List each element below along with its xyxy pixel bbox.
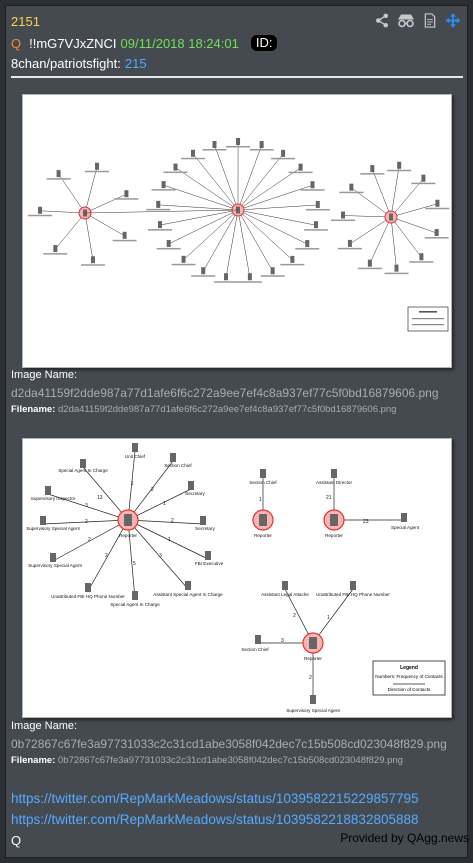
edge-count: 13 xyxy=(97,495,103,501)
edge-count: 2 xyxy=(151,487,154,493)
node-label-mark xyxy=(306,209,330,211)
id-badge: ID: xyxy=(251,35,278,51)
person-node xyxy=(305,240,309,247)
node-label-mark xyxy=(261,275,285,277)
node-label-mark xyxy=(411,183,435,185)
image-name-2: 0b72867c67fe3a97731033c2c31cd1abe3058f042dec7c15b508cd023048f829.png xyxy=(11,737,447,751)
edge-count: 3 xyxy=(159,553,162,559)
tweet-link-2[interactable]: https://twitter.com/RepMarkMeadows/status/1039582218832805888 xyxy=(11,812,419,827)
edge-count: 1 xyxy=(327,615,330,621)
legend-numbers: Numbers: Frequency of Contacts xyxy=(375,674,443,679)
person-node xyxy=(95,163,99,170)
person-node xyxy=(123,232,127,239)
edge-count: 3 xyxy=(281,638,284,644)
node-label-mark xyxy=(425,208,449,210)
person-node xyxy=(91,256,95,263)
person-node xyxy=(316,201,320,208)
node-label: Assistant Special Agent In Charge xyxy=(153,592,223,597)
node-label: FBI Executive xyxy=(194,561,224,566)
person-node xyxy=(38,207,42,214)
contact-diagram-2 xyxy=(23,439,451,717)
board-name: 8chan/patriotsfight: xyxy=(11,56,121,71)
node-label-mark xyxy=(202,149,226,151)
edge-count: 23 xyxy=(363,519,369,525)
node-label-mark xyxy=(300,189,324,191)
edge xyxy=(238,185,312,210)
edge xyxy=(238,210,316,225)
node-label-mark xyxy=(250,149,274,151)
edge xyxy=(391,217,437,233)
node-label-mark xyxy=(28,215,52,217)
edge-count: 1 xyxy=(163,501,166,507)
person-node xyxy=(341,212,345,219)
edge xyxy=(175,168,238,210)
person-node xyxy=(173,164,177,171)
edge-count: 1 xyxy=(168,537,171,543)
edge xyxy=(391,217,421,257)
edge-count: 21 xyxy=(326,495,332,501)
image-name-label-1: Image Name: xyxy=(11,369,78,381)
edge xyxy=(59,174,85,213)
node-label: Special Agent xyxy=(390,525,420,530)
edge-count: 2 xyxy=(88,537,91,543)
legend-mark xyxy=(419,311,437,313)
node-label: Secretary xyxy=(185,491,205,496)
node-label-mark xyxy=(148,229,172,231)
edge xyxy=(40,211,85,213)
share-icon[interactable] xyxy=(374,13,390,28)
person-node xyxy=(57,170,61,177)
divider xyxy=(11,76,463,78)
node-label: Assistant Director xyxy=(316,480,352,485)
node-label-mark xyxy=(384,273,408,275)
edge xyxy=(85,210,238,213)
edge xyxy=(238,210,292,260)
node-label-mark xyxy=(271,158,295,160)
filename-label-2: Filename: xyxy=(11,755,56,766)
node-label-mark xyxy=(113,240,137,242)
node-label: Reporter xyxy=(325,533,343,538)
node-label-mark xyxy=(360,173,384,175)
person-node xyxy=(124,190,128,197)
node-label-mark xyxy=(338,248,362,250)
node-label: Unattributed FBI HQ Phone Number xyxy=(51,594,125,599)
node-label-mark xyxy=(146,209,170,211)
node-label-mark xyxy=(81,264,105,266)
node-label-mark xyxy=(295,248,319,250)
node-label: Unattributed FBI HQ Phone Number xyxy=(316,592,390,597)
node-label-mark xyxy=(358,268,382,270)
edge xyxy=(164,185,238,210)
node-label-mark xyxy=(114,198,138,200)
person-node xyxy=(419,253,423,260)
edge-count: 1 xyxy=(259,497,262,503)
node-label-mark xyxy=(280,264,304,266)
post-signature: Q xyxy=(11,833,22,848)
edge xyxy=(238,210,307,244)
node-label: Reporter xyxy=(254,533,272,538)
node-label: Supervisory Special Agent xyxy=(26,526,80,531)
hub-icon xyxy=(389,214,393,221)
node-label-mark xyxy=(214,281,238,283)
edge xyxy=(55,213,85,249)
node-label-mark xyxy=(43,253,67,255)
person-node xyxy=(236,138,240,145)
node-label-mark xyxy=(85,171,109,173)
node-label: Reporter xyxy=(119,533,137,538)
node-label: Secretary xyxy=(195,526,215,531)
attached-image-2[interactable] xyxy=(22,438,452,718)
person-node xyxy=(397,162,401,169)
person-node xyxy=(314,221,318,228)
legend-arrows: Direction of Contacts xyxy=(387,687,431,692)
document-icon[interactable] xyxy=(422,13,438,28)
node-label: Section Chief xyxy=(249,480,277,485)
person-node xyxy=(310,181,314,188)
node-label-mark xyxy=(172,264,196,266)
edge-count: 1 xyxy=(131,481,134,487)
edge xyxy=(85,213,93,260)
board-line xyxy=(11,56,147,71)
incognito-icon[interactable] xyxy=(397,13,415,28)
person-node xyxy=(435,200,439,207)
node-label-mark xyxy=(331,220,355,222)
person-node xyxy=(248,273,252,280)
q-post xyxy=(5,5,468,858)
node-label: Supervisory Special Agent xyxy=(28,563,82,568)
edge xyxy=(343,216,391,217)
person-node xyxy=(348,240,352,247)
edge xyxy=(391,217,396,269)
edge xyxy=(391,179,423,217)
edge xyxy=(85,194,126,213)
person-node xyxy=(201,267,205,274)
edge-count: 5 xyxy=(133,561,136,567)
person-node xyxy=(158,221,162,228)
provided-by[interactable]: Provided by QAgg.news xyxy=(340,831,469,845)
node-label: Section Chief xyxy=(164,463,192,468)
node-label-mark xyxy=(409,261,433,263)
edge xyxy=(184,210,238,260)
edge-count: 2 xyxy=(85,519,88,525)
edge-count: 3 xyxy=(85,503,88,509)
node-label-mark xyxy=(47,178,71,180)
edge xyxy=(85,213,125,236)
person-node xyxy=(349,184,353,191)
node-label-mark xyxy=(289,172,313,174)
person-node xyxy=(271,267,275,274)
edge-count: 2 xyxy=(105,553,108,559)
edge xyxy=(391,166,399,217)
node-label: Special Agent In Charge xyxy=(110,602,160,607)
q-marker: Q xyxy=(11,35,22,51)
node-label: Special Agent In Charge xyxy=(58,468,108,473)
node-label-mark xyxy=(387,170,411,172)
node-label-mark xyxy=(191,275,215,277)
edge xyxy=(160,210,238,225)
tripcode: !!mG7VJxZNCI xyxy=(29,35,117,51)
legend-mark xyxy=(412,324,444,325)
move-icon[interactable] xyxy=(445,13,461,28)
edge xyxy=(238,154,283,210)
post-number[interactable]: 2151 xyxy=(11,14,40,29)
person-node xyxy=(167,240,171,247)
person-node xyxy=(421,175,425,182)
legend-title: Legend xyxy=(400,665,418,671)
edge xyxy=(238,145,262,210)
edge xyxy=(214,145,238,210)
node-label: Supervisory Inspector xyxy=(30,496,76,501)
edge-count: 2 xyxy=(171,518,174,524)
contact-diagram-1 xyxy=(23,95,451,367)
edge-count: 2 xyxy=(293,613,296,619)
edge xyxy=(169,210,238,244)
node-label-mark xyxy=(226,146,250,148)
person-node xyxy=(290,256,294,263)
node-label: Reporter xyxy=(304,656,322,661)
node-label-mark xyxy=(238,281,262,283)
person-node xyxy=(53,245,57,252)
node-label: Unit Chief xyxy=(124,454,146,459)
person-node xyxy=(370,165,374,172)
post-header xyxy=(11,35,277,51)
node-label-mark xyxy=(425,237,449,239)
node-label-mark xyxy=(181,158,205,160)
post-toolbar xyxy=(374,13,461,28)
person-node xyxy=(435,229,439,236)
edge xyxy=(85,167,97,213)
edge-count: 2 xyxy=(309,675,312,681)
node-label: Section Chief xyxy=(241,647,269,652)
node-label-mark xyxy=(152,189,176,191)
attached-image-1[interactable] xyxy=(22,94,452,368)
node-label-mark xyxy=(304,229,328,231)
filename-line-2 xyxy=(11,755,403,766)
filename-1[interactable]: d2da41159f2dde987a77d1afe6f6c272a9ee7ef4c8a937ef77c5f0bd16879606.png xyxy=(58,404,397,415)
node-label: Supervisory Special Agent xyxy=(286,708,340,713)
post-datetime: 09/11/2018 18:24:01 xyxy=(120,35,239,51)
edge xyxy=(238,168,301,210)
filename-2[interactable]: 0b72867c67fe3a97731033c2c31cd1abe3058f042dec7c15b508cd023048f829.png xyxy=(58,755,403,766)
person-node xyxy=(156,201,160,208)
person-node xyxy=(281,150,285,157)
person-node xyxy=(299,164,303,171)
tweet-link-1[interactable]: https://twitter.com/RepMarkMeadows/status/1039582215229857795 xyxy=(11,791,419,806)
node-label-mark xyxy=(163,172,187,174)
person-node xyxy=(368,260,372,267)
image-name-1: d2da41159f2dde987a77d1afe6f6c272a9ee7ef4c8a937ef77c5f0bd16879606.png xyxy=(11,386,439,400)
person-node xyxy=(162,181,166,188)
filename-label-1: Filename: xyxy=(11,404,56,415)
person-node xyxy=(224,273,228,280)
edge xyxy=(391,204,437,217)
person-node xyxy=(212,141,216,148)
legend-mark xyxy=(412,318,444,319)
node-label-mark xyxy=(339,192,363,194)
board-link[interactable]: 215 xyxy=(124,56,147,71)
person-node xyxy=(260,141,264,148)
node-label: Assistant Legal Attache xyxy=(261,592,309,597)
diagram-legend xyxy=(373,661,445,695)
person-node xyxy=(394,265,398,272)
filename-line-1 xyxy=(11,404,396,415)
person-node xyxy=(191,150,195,157)
person-node xyxy=(182,256,186,263)
image-name-label-2: Image Name: xyxy=(11,720,78,732)
edge xyxy=(193,154,238,210)
node-label-mark xyxy=(157,248,181,250)
